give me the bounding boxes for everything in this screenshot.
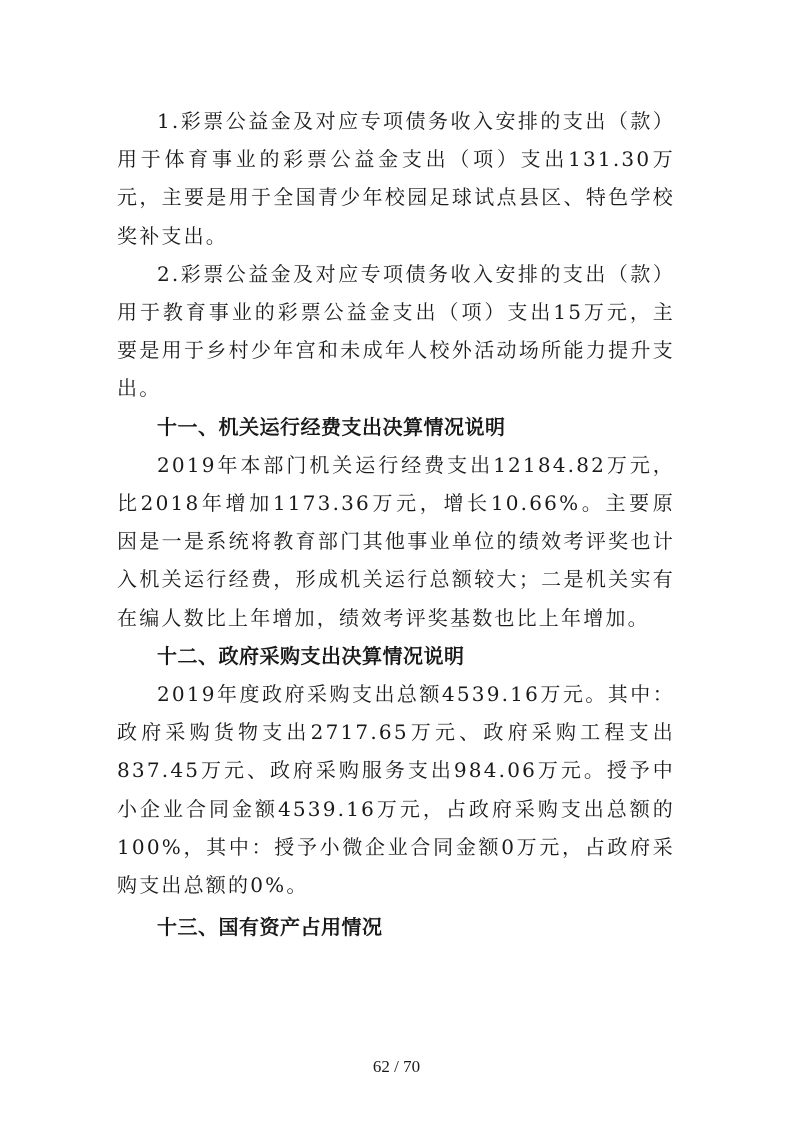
section-heading-12: 十二、政府采购支出决算情况说明 xyxy=(157,643,465,668)
paragraph-government-procurement: 2019年度政府采购支出总额4539.16万元。其中：政府采购货物支出2717.65万元、政府采购工程支出837.45万元、政府采购服务支出984.06万元。授予中小企业合同金额4539.16万元，占政府采购支出总额的100%，其中：授予小微企业合同金额0万元，占政府采购支出总额的0%。 xyxy=(117,682,675,898)
document-body xyxy=(117,102,675,946)
paragraph-lottery-sports: 1.彩票公益金及对应专项债务收入安排的支出（款）用于体育事业的彩票公益金支出（项）支出131.30万元，主要是用于全国青少年校园足球试点县区、特色学校奖补支出。 xyxy=(117,109,675,248)
section-heading-11: 十一、机关运行经费支出决算情况说明 xyxy=(157,414,506,439)
paragraph-operating-expenses: 2019年本部门机关运行经费支出12184.82万元，比2018年增加1173.36万元，增长10.66%。主要原因是一是系统将教育部门其他事业单位的绩效考评奖也计入机关运行经费，形成机关运行总额较大；二是机关实有在编人数比上年增加，绩效考评奖基数也比上年增加。 xyxy=(117,452,675,630)
page-number: 62 / 70 xyxy=(372,1057,421,1076)
section-heading-13: 十三、国有资产占用情况 xyxy=(157,915,383,940)
paragraph-lottery-education: 2.彩票公益金及对应专项债务收入安排的支出（款）用于教育事业的彩票公益金支出（项）支出15万元，主要是用于乡村少年宫和未成年人校外活动场所能力提升支出。 xyxy=(117,261,675,401)
